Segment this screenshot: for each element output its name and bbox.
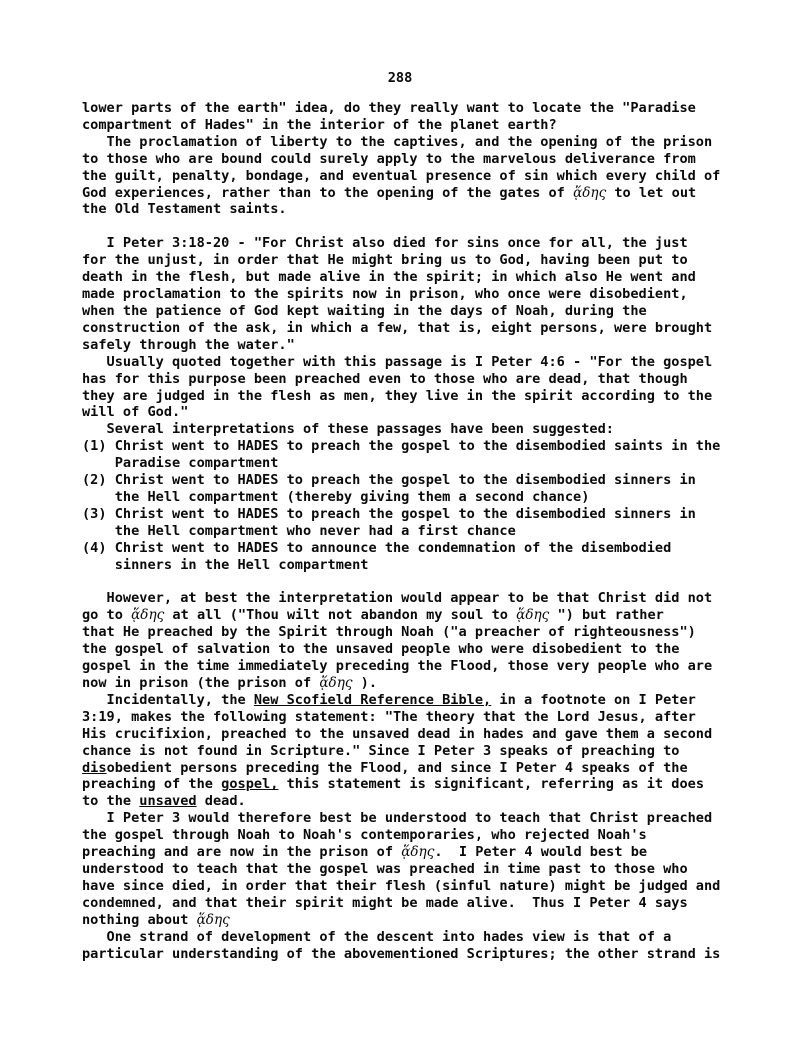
list-item: (3) Christ went to HADES to preach the gospel to the disembodied sinners in xyxy=(82,505,696,522)
text-line: has for this purpose been preached even to those who are dead, that though xyxy=(82,370,688,387)
text-line: construction of the ask, in which a few, that is, eight persons, were brought xyxy=(82,319,713,336)
page-body xyxy=(82,100,730,962)
text-line: when the patience of God kept waiting in the days of Noah, during the xyxy=(82,302,647,319)
text-segment: to the xyxy=(82,793,140,810)
paragraph-proclamation xyxy=(82,134,730,219)
list-item: the Hell compartment who never had a first chance xyxy=(82,522,516,539)
underlined-text: unsaved xyxy=(139,793,197,810)
text-segment: to let out xyxy=(606,184,697,201)
text-line xyxy=(82,607,730,624)
text-line: will of God." xyxy=(82,404,189,421)
text-line: His crucifixion, preached to the unsaved dead in hades and gave them a second xyxy=(82,725,713,742)
greek-word: ᾅδης xyxy=(319,675,353,691)
text-segment: go to xyxy=(82,607,132,624)
text-line xyxy=(82,844,730,861)
text-line: understood to teach that the gospel was preached in time past to those who xyxy=(82,860,688,877)
list-item: (1) Christ went to HADES to preach the gospel to the disembodied saints in the xyxy=(82,438,721,455)
greek-word: ᾅδης xyxy=(573,184,607,201)
text-line: chance is not found in Scripture." Since I Peter 3 speaks of preaching to xyxy=(82,742,680,759)
text-line: the gospel through Noah to Noah's contemporaries, who rejected Noah's xyxy=(82,827,647,844)
page-number: 288 xyxy=(387,70,413,86)
text-line xyxy=(82,675,730,692)
text-line xyxy=(82,912,730,929)
greek-word: ᾅδης xyxy=(196,911,230,928)
paragraph-scripture-quote xyxy=(82,235,730,353)
text-segment: obedient persons preceding the Flood, and since I Peter 4 speaks of the xyxy=(106,759,688,776)
text-line: Usually quoted together with this passage is I Peter 4:6 - "For the gospel xyxy=(82,353,713,370)
paragraph-continuation xyxy=(82,100,730,134)
text-line: The proclamation of liberty to the captives, and the opening of the prison xyxy=(82,133,713,150)
text-line xyxy=(82,776,730,793)
text-line: gospel in the time immediately preceding the Flood, those very people who are xyxy=(82,658,713,675)
greek-word: ᾅδης xyxy=(131,607,165,624)
text-line: death in the flesh, but made alive in the spirit; in which also He went and xyxy=(82,269,696,286)
text-line: compartment of Hades" in the interior of the planet earth? xyxy=(82,116,557,133)
text-segment: dead. xyxy=(196,793,246,810)
text-segment: nothing about xyxy=(82,911,197,928)
text-line: the guilt, penalty, bondage, and eventual presence of sin which every child of xyxy=(82,167,721,184)
text-segment: ") but rather xyxy=(549,607,664,624)
text-line: the Old Testament saints. xyxy=(82,201,287,218)
text-line: made proclamation to the spirits now in prison, who once were disobedient, xyxy=(82,286,688,303)
text-line: One strand of development of the descent into hades view is that of a xyxy=(82,928,672,945)
paragraph-companion-verse xyxy=(82,354,730,422)
list-item: (2) Christ went to HADES to preach the gospel to the disembodied sinners in xyxy=(82,472,696,489)
text-segment: in a footnote on I Peter xyxy=(491,691,696,708)
book-title: New Scofield Reference Bible, xyxy=(253,691,492,708)
text-line: However, at best the interpretation would appear to be that Christ did not xyxy=(82,590,713,607)
paragraph-scofield-note xyxy=(82,692,730,810)
underlined-text: gospel, xyxy=(221,776,279,793)
text-line: to those who are bound could surely apply to the marvelous deliverance from xyxy=(82,150,696,167)
text-line: Several interpretations of these passages have been suggested: xyxy=(82,421,614,438)
list-item: Paradise compartment xyxy=(82,455,279,472)
text-line: I Peter 3:18-20 - "For Christ also died for sins once for all, the just xyxy=(82,235,688,252)
text-segment: Incidentally, the xyxy=(82,691,254,708)
text-segment: at all ("Thou wilt not abandon my soul to xyxy=(164,607,517,624)
text-segment: ). xyxy=(352,675,378,691)
text-line: the gospel of salvation to the unsaved people who were disobedient to the xyxy=(82,641,680,658)
list-item: (4) Christ went to HADES to announce the condemnation of the disembodied xyxy=(82,539,672,556)
text-line: condemned, and that their spirit might be made alive. Thus I Peter 4 says xyxy=(82,894,688,911)
text-line: that He preached by the Spirit through Noah ("a preacher of righteousness") xyxy=(82,624,696,641)
text-line: for the unjust, in order that He might bring us to God, having been put to xyxy=(82,252,688,269)
text-segment: preaching of the xyxy=(82,776,222,793)
text-segment: preaching and are now in the prison of xyxy=(82,844,402,861)
text-segment: now in prison (the prison of xyxy=(82,675,320,691)
list-item: sinners in the Hell compartment xyxy=(82,556,369,573)
underlined-text: dis xyxy=(82,759,107,776)
list-item: the Hell compartment (thereby giving them a second chance) xyxy=(82,488,590,505)
text-line: I Peter 3 would therefore best be understood to teach that Christ preached xyxy=(82,810,713,827)
greek-word: ᾅδης xyxy=(401,844,435,861)
text-line: particular understanding of the abovementioned Scriptures; the other strand is xyxy=(82,945,721,962)
text-line: have since died, in order that their flesh (sinful nature) might be judged and xyxy=(82,877,721,894)
text-segment: this statement is significant, referring as it does xyxy=(278,776,705,793)
text-line xyxy=(82,793,730,810)
text-line xyxy=(82,692,730,709)
text-line: 3:19, makes the following statement: "The theory that the Lord Jesus, after xyxy=(82,708,696,725)
text-line: they are judged in the flesh as men, they live in the spirit according to the xyxy=(82,387,713,404)
greek-word: ᾅδης xyxy=(516,607,550,624)
paragraph-interpretation xyxy=(82,590,730,691)
text-line: safely through the water." xyxy=(82,336,295,353)
paragraph-development xyxy=(82,929,730,963)
interpretations-list xyxy=(82,421,730,573)
text-line xyxy=(82,760,730,777)
text-line xyxy=(82,185,730,202)
text-segment: . I Peter 4 would best be xyxy=(434,844,648,861)
text-segment: God experiences, rather than to the opening of the gates of xyxy=(82,184,574,201)
paragraph-conclusion xyxy=(82,810,730,928)
text-line: lower parts of the earth" idea, do they really want to locate the "Paradise xyxy=(82,100,696,116)
